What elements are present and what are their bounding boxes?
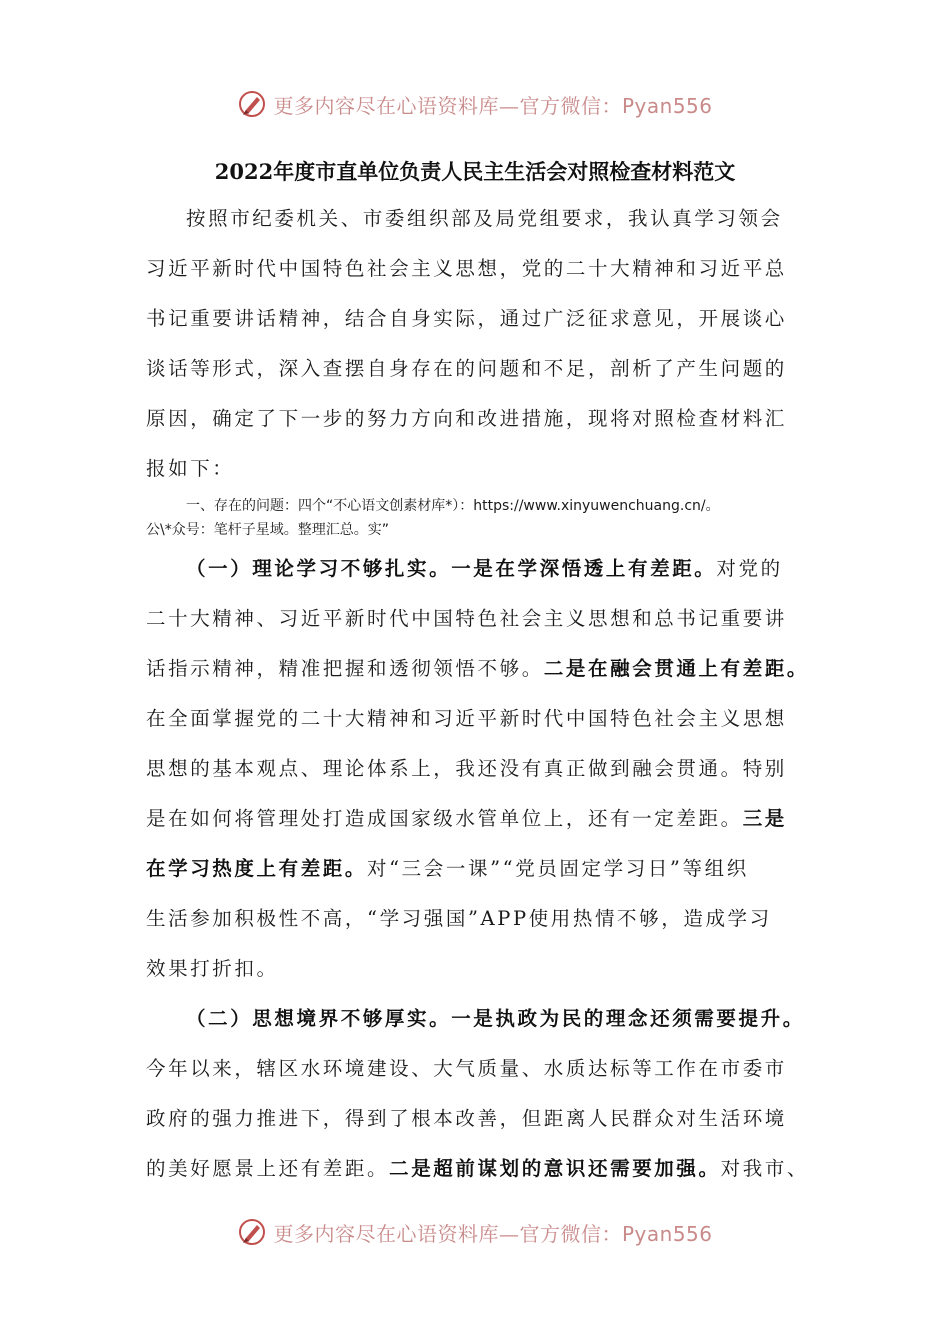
section1-line: 在学习热度上有差距。对“三会一课”“党员固定学习日”等组织 bbox=[146, 857, 749, 880]
section2-line: 政府的强力推进下，得到了根本改善，但距离人民群众对生活环境 bbox=[146, 1107, 787, 1130]
section1-line: 二十大精神、习近平新时代中国特色社会主义思想和总书记重要讲 bbox=[146, 607, 787, 630]
section1-line: 效果打折扣。 bbox=[146, 957, 279, 980]
banner-text: 更多内容尽在心语资料库—官方微信：Pyan556 bbox=[273, 1221, 713, 1246]
section2-heading: （二）思想境界不够厚实。一是执政为民的理念还须需要提升。 bbox=[186, 1007, 805, 1030]
wechat-id: Pyan556 bbox=[621, 1221, 713, 1246]
intro-line: 书记重要讲话精神，结合自身实际，通过广泛征求意见，开展谈心 bbox=[146, 307, 787, 330]
intro-line: 谈话等形式，深入查摆自身存在的问题和不足，剖析了产生问题的 bbox=[146, 357, 787, 380]
section1-line: （一）理论学习不够扎实。一是在学深悟透上有差距。对党的 bbox=[186, 557, 783, 580]
note-line: 一、存在的问题：四个“不心语文创素材库*）：https://www.xinyuwenchuang.cn/。 bbox=[186, 498, 720, 514]
section1-line: 话指示精神，精准把握和透彻领悟不够。二是在融会贯通上有差距。 bbox=[146, 657, 810, 680]
intro-line: 报如下： bbox=[146, 457, 235, 480]
section2-line: 的美好愿景上还有差距。二是超前谋划的意识还需要加强。对我市、 bbox=[146, 1157, 810, 1180]
wechat-id: Pyan556 bbox=[621, 93, 713, 118]
banner-text: 更多内容尽在心语资料库—官方微信：Pyan556 bbox=[273, 93, 713, 118]
intro-line: 原因，确定了下一步的努力方向和改进措施，现将对照检查材料汇 bbox=[146, 407, 787, 430]
intro-line: 习近平新时代中国特色社会主义思想，党的二十大精神和习近平总 bbox=[146, 257, 787, 280]
section2-line: 今年以来，辖区水环境建设、大气质量、水质达标等工作在市委市 bbox=[146, 1057, 787, 1080]
header-banner bbox=[0, 84, 950, 124]
section1-line: 生活参加积极性不高，“学习强国”APP使用热情不够，造成学习 bbox=[146, 907, 772, 930]
section1-heading: （一）理论学习不够扎实。一是在学深悟透上有差距。 bbox=[186, 557, 717, 580]
section1-line: 思想的基本观点、理论体系上，我还没有真正做到融会贯通。特别 bbox=[146, 757, 787, 780]
pen-logo-icon bbox=[237, 1217, 267, 1247]
intro-line: 按照市纪委机关、市委组织部及局党组要求，我认真学习领会 bbox=[186, 207, 783, 230]
document-title: 2022年度市直单位负责人民主生活会对照检查材料范文 bbox=[214, 159, 736, 184]
footer-banner bbox=[0, 1212, 950, 1252]
section1-line: 是在如何将管理处打造成国家级水管单位上，还有一定差距。三是 bbox=[146, 807, 787, 830]
pen-logo-icon bbox=[237, 89, 267, 119]
note-line: 公\*众号：笔杆子星域。整理汇总。实” bbox=[146, 522, 389, 538]
section1-line: 在全面掌握党的二十大精神和习近平新时代中国特色社会主义思想 bbox=[146, 707, 787, 730]
